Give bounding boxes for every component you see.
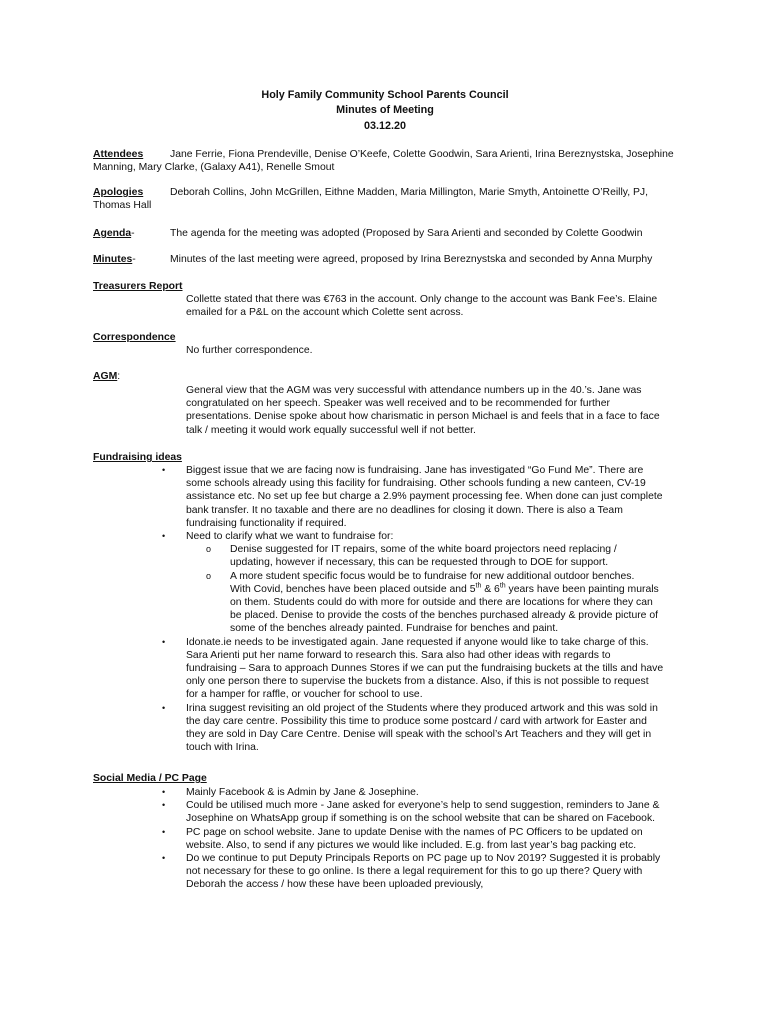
apologies-label: Apologies	[93, 187, 144, 198]
list-line: Denise suggested for IT repairs, some of the white board projectors need replacing /	[230, 544, 617, 556]
fundraising-label: Fundraising ideas	[93, 452, 182, 463]
list-line: on them. Students could do with more for outside and there are locations for where they can	[230, 597, 653, 609]
list-line: Could be utilised much more - Jane asked for everyone’s help to send suggestion, reminders to Jane &	[186, 800, 660, 812]
apologies-section	[93, 186, 683, 212]
list-item	[162, 786, 678, 799]
apologies-text-line2: Thomas Hall	[93, 200, 152, 212]
list-line: A more student specific focus would be to fundraise for new additional outdoor benches.	[230, 570, 635, 582]
agm-label-suffix: :	[117, 371, 121, 382]
social-heading	[93, 772, 683, 785]
minutes-label: Minutes	[93, 254, 133, 265]
minutes-text: Minutes of the last meeting were agreed, proposed by Irina Bereznystska and seconded by Anna Murphy	[170, 254, 653, 265]
attendees-label: Attendees	[93, 149, 144, 160]
list-line: fundraising – Sara to approach Dunnes Stores if we can put the fundraising buckets at the tills and have	[186, 663, 664, 675]
list-item	[162, 464, 678, 530]
list-line: the day care centre. Possibility this time to produce some postcard / card with artwork for Easter and	[186, 715, 647, 727]
treasurers-text-line2: emailed for a P&L on the account which Colette sent across.	[186, 307, 464, 319]
minutes-section	[93, 253, 683, 266]
list-line	[230, 583, 678, 596]
treasurers-body	[186, 293, 678, 319]
fundraising-list	[162, 464, 678, 754]
list-line: Mainly Facebook & is Admin by Jane & Josephine.	[186, 787, 419, 798]
list-line: some of the benches already painted. Fundraise for benches and paint.	[230, 623, 559, 635]
agenda-text: The agenda for the meeting was adopted (Proposed by Sara Arienti and seconded by Colette Goodwin	[170, 228, 643, 239]
list-line: touch with Irina.	[186, 742, 259, 754]
bullet-icon: •	[162, 853, 166, 864]
social-label: Social Media / PC Page	[93, 773, 207, 784]
correspondence-heading	[93, 331, 683, 344]
attendees-text-line1: Jane Ferrie, Fiona Prendeville, Denise O’Keefe, Colette Goodwin, Sara Arienti, Irina Bereznystska, Josephine	[170, 149, 674, 160]
list-line: fundraising functionality if required.	[186, 517, 347, 529]
list-line: PC page on school website. Jane to update Denise with the names of PC Officers to be updated on	[186, 826, 643, 838]
list-line: Sara Arienti put her name forward to research this. Sara also had other ideas with regards to	[186, 649, 611, 661]
agenda-label-suffix: -	[131, 228, 135, 239]
superscript: th	[475, 582, 482, 590]
list-line: Irina suggest revisiting an old project of the Students where they produced artwork and this was sold in	[186, 702, 658, 714]
fundraising-heading	[93, 451, 683, 464]
social-body	[162, 786, 678, 892]
bullet-icon: •	[162, 800, 166, 811]
agm-body	[186, 384, 678, 437]
document-subtitle: Minutes of Meeting	[336, 104, 434, 116]
bullet-icon: •	[162, 702, 166, 713]
list-line: website. Also, to send if any pictures we would like included. E.g. from last year’s bag packing etc.	[186, 839, 637, 851]
list-line: not necessary for these to go online. Is there a legal requirement for this to go up there? Query with	[186, 866, 643, 878]
correspondence-body	[186, 344, 678, 357]
treasurers-label: Treasurers Report	[93, 281, 183, 292]
correspondence-label: Correspondence	[93, 332, 176, 343]
list-item	[162, 530, 678, 636]
bullet-icon: •	[162, 787, 166, 797]
agm-line: talk / meeting it would work equally successful well if not better.	[186, 424, 476, 436]
list-line: they are sold in Day Care Centre. Denise will speak with the school’s Art Teachers and they will get in	[186, 729, 652, 741]
list-item	[162, 852, 678, 892]
bullet-icon: •	[162, 826, 166, 837]
agenda-section	[93, 227, 683, 240]
agm-line: congratulated on her speech. Speaker was well received and to be recommended for further	[186, 398, 610, 410]
list-line: Do we continue to put Deputy Principals Reports on PC page up to Nov 2019? Suggested it is probably	[186, 853, 661, 865]
treasurers-heading	[93, 280, 683, 293]
list-line: some schools already using this facility for fundraising. Other schools funding a new canteen, CV-19	[186, 478, 646, 490]
list-line: bank transfer. It no taxable and there are no deadlines for closing it down. There is also a Team	[186, 504, 623, 516]
correspondence-text: No further correspondence.	[186, 345, 313, 356]
meeting-date: 03.12.20	[363, 120, 407, 132]
attendees-section	[93, 148, 683, 174]
list-line: assistance etc. No set up fee but charge a 2.9% payment processing fee. When done can just complete	[186, 491, 663, 503]
list-item	[162, 702, 678, 755]
sub-bullet-icon: o	[206, 544, 212, 555]
text-run: With Covid, benches have been placed outside and 5	[230, 583, 476, 595]
sub-bullet-icon: o	[206, 570, 212, 581]
list-line: Idonate.ie needs to be investigated again. Jane requested if anyone would like to take charge of this.	[186, 636, 649, 648]
text-run: years have been painting murals	[505, 583, 659, 595]
sub-list-item	[206, 543, 678, 569]
apologies-text-line1: Deborah Collins, John McGrillen, Eithne Madden, Maria Millington, Marie Smyth, Antoinette O’Reilly, PJ,	[170, 187, 648, 198]
list-item	[162, 799, 678, 825]
list-line: updating, however if necessary, this can be requested through to DOE for support.	[230, 557, 609, 569]
bullet-icon: •	[162, 531, 166, 542]
treasurers-text-line1: Collette stated that there was €763 in the account. Only change to the account was Bank Fee’s. Elaine	[186, 294, 658, 305]
list-item	[162, 826, 678, 852]
list-line: only one person there to supervise the buckets from a distance. Also, if this is not possible to request	[186, 676, 649, 688]
sub-list-item	[206, 570, 678, 636]
bullet-icon: •	[162, 636, 166, 647]
bullet-icon: •	[162, 465, 166, 475]
social-list	[162, 786, 678, 892]
list-line: be placed. Denise to provide the costs of the benches purchased already & provide picture of	[230, 610, 659, 622]
fundraising-sublist	[186, 543, 678, 635]
list-item	[162, 636, 678, 702]
list-line: Biggest issue that we are facing now is fundraising. Jane has investigated “Go Fund Me”. There are	[186, 465, 644, 476]
superscript: th	[499, 582, 506, 590]
text-run: & 6	[481, 583, 500, 595]
list-line: Josephine on WhatsApp group if something is on the school website that can be shared on Facebook.	[186, 813, 656, 825]
document-title: Holy Family Community School Parents Council	[261, 89, 509, 101]
list-line: for a hamper for raffle, or voucher for school to use.	[186, 689, 423, 701]
minutes-label-suffix: -	[132, 254, 136, 265]
agenda-label: Agenda	[93, 228, 132, 239]
fundraising-body	[162, 464, 678, 754]
attendees-text-line2: Manning, Mary Clarke, (Galaxy A41), Renelle Smout	[93, 162, 335, 174]
agm-heading	[93, 370, 683, 383]
agm-line: General view that the AGM was very successful with attendance numbers up in the 40.’s. Jane was	[186, 385, 642, 396]
agm-line: presentations. Denise spoke about how charismatic in person Michael is and feels that in a face to face	[186, 411, 660, 423]
agm-label: AGM	[93, 371, 118, 382]
list-line: Deborah the access / how these have been uploaded previously,	[186, 879, 484, 891]
list-line: Need to clarify what we want to fundraise for:	[186, 531, 394, 543]
